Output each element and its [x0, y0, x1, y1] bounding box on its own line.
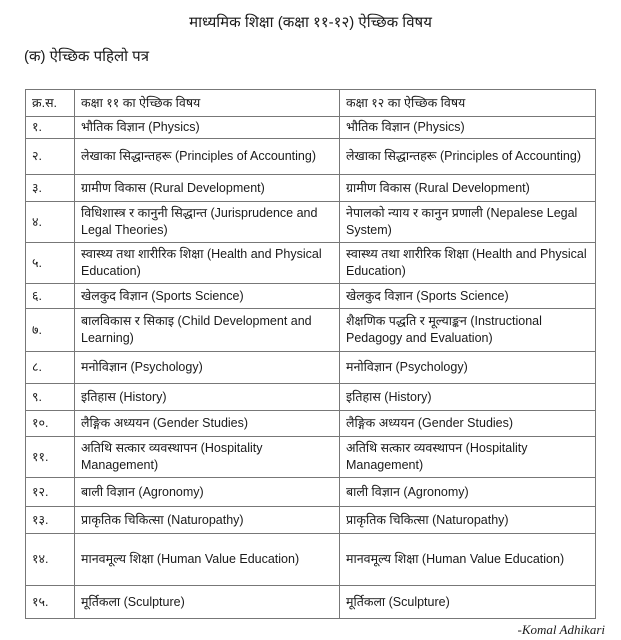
serial-number-cell: ७. — [26, 309, 75, 352]
serial-number-cell: १०. — [26, 411, 75, 437]
class-12-subject-cell: बाली विज्ञान (Agronomy) — [340, 478, 596, 507]
serial-number-cell: ५. — [26, 243, 75, 284]
class-12-subject-cell: लैङ्गिक अध्ययन (Gender Studies) — [340, 411, 596, 437]
class-12-subject-cell: प्राकृतिक चिकित्सा (Naturopathy) — [340, 507, 596, 534]
class-12-subject-cell: मानवमूल्य शिक्षा (Human Value Education) — [340, 534, 596, 586]
serial-number-cell: ३. — [26, 175, 75, 202]
section-heading: (क) ऐच्छिक पहिलो पत्र — [24, 48, 149, 65]
table-row — [26, 309, 596, 352]
header-serial-number: क्र.स. — [26, 90, 75, 117]
serial-number-cell: ६. — [26, 284, 75, 309]
class-11-subject-cell: खेलकुद विज्ञान (Sports Science) — [75, 284, 340, 309]
elective-subjects-table — [25, 89, 596, 619]
class-11-subject-cell: मूर्तिकला (Sculpture) — [75, 586, 340, 619]
document-title: माध्यमिक शिक्षा (कक्षा ११-१२) ऐच्छिक विषय — [189, 14, 432, 31]
class-12-subject-cell: शैक्षणिक पद्धति र मूल्याङ्कन (Instructional Pedagogy and Evaluation) — [340, 309, 596, 352]
table-row — [26, 117, 596, 139]
serial-number-cell: २. — [26, 139, 75, 175]
serial-number-cell: १. — [26, 117, 75, 139]
class-12-subject-cell: स्वास्थ्य तथा शारीरिक शिक्षा (Health and Physical Education) — [340, 243, 596, 284]
table-row — [26, 243, 596, 284]
class-11-subject-cell: प्राकृतिक चिकित्सा (Naturopathy) — [75, 507, 340, 534]
class-12-subject-cell: इतिहास (History) — [340, 384, 596, 411]
class-12-subject-cell: मूर्तिकला (Sculpture) — [340, 586, 596, 619]
class-11-subject-cell: मानवमूल्य शिक्षा (Human Value Education) — [75, 534, 340, 586]
header-class-12: कक्षा १२ का ऐच्छिक विषय — [340, 90, 596, 117]
table-row — [26, 352, 596, 384]
class-11-subject-cell: इतिहास (History) — [75, 384, 340, 411]
table-row — [26, 478, 596, 507]
serial-number-cell: १२. — [26, 478, 75, 507]
table-header-row — [26, 90, 596, 117]
serial-number-cell: १४. — [26, 534, 75, 586]
class-12-subject-cell: नेपालको न्याय र कानुन प्रणाली (Nepalese Legal System) — [340, 202, 596, 243]
table-row — [26, 507, 596, 534]
table-row — [26, 202, 596, 243]
table-row — [26, 139, 596, 175]
class-11-subject-cell: अतिथि सत्कार व्यवस्थापन (Hospitality Management) — [75, 437, 340, 478]
table-row — [26, 175, 596, 202]
class-12-subject-cell: खेलकुद विज्ञान (Sports Science) — [340, 284, 596, 309]
class-11-subject-cell: विधिशास्त्र र कानुनी सिद्धान्त (Jurisprudence and Legal Theories) — [75, 202, 340, 243]
table-row — [26, 284, 596, 309]
class-11-subject-cell: बालविकास र सिकाइ (Child Development and Learning) — [75, 309, 340, 352]
table-row — [26, 411, 596, 437]
serial-number-cell: ११. — [26, 437, 75, 478]
class-11-subject-cell: लैङ्गिक अध्ययन (Gender Studies) — [75, 411, 340, 437]
class-12-subject-cell: लेखाका सिद्धान्तहरू (Principles of Accounting) — [340, 139, 596, 175]
class-11-subject-cell: लेखाका सिद्धान्तहरू (Principles of Accounting) — [75, 139, 340, 175]
class-11-subject-cell: स्वास्थ्य तथा शारीरिक शिक्षा (Health and Physical Education) — [75, 243, 340, 284]
class-12-subject-cell: भौतिक विज्ञान (Physics) — [340, 117, 596, 139]
class-12-subject-cell: ग्रामीण विकास (Rural Development) — [340, 175, 596, 202]
class-12-subject-cell: अतिथि सत्कार व्यवस्थापन (Hospitality Management) — [340, 437, 596, 478]
author-signature: -Komal Adhikari — [517, 622, 605, 637]
class-11-subject-cell: भौतिक विज्ञान (Physics) — [75, 117, 340, 139]
table-row — [26, 437, 596, 478]
serial-number-cell: ४. — [26, 202, 75, 243]
table-row — [26, 384, 596, 411]
class-12-subject-cell: मनोविज्ञान (Psychology) — [340, 352, 596, 384]
serial-number-cell: ८. — [26, 352, 75, 384]
serial-number-cell: १३. — [26, 507, 75, 534]
table-row — [26, 534, 596, 586]
header-class-11: कक्षा ११ का ऐच्छिक विषय — [75, 90, 340, 117]
serial-number-cell: १५. — [26, 586, 75, 619]
class-11-subject-cell: बाली विज्ञान (Agronomy) — [75, 478, 340, 507]
serial-number-cell: ९. — [26, 384, 75, 411]
table-row — [26, 586, 596, 619]
class-11-subject-cell: मनोविज्ञान (Psychology) — [75, 352, 340, 384]
class-11-subject-cell: ग्रामीण विकास (Rural Development) — [75, 175, 340, 202]
